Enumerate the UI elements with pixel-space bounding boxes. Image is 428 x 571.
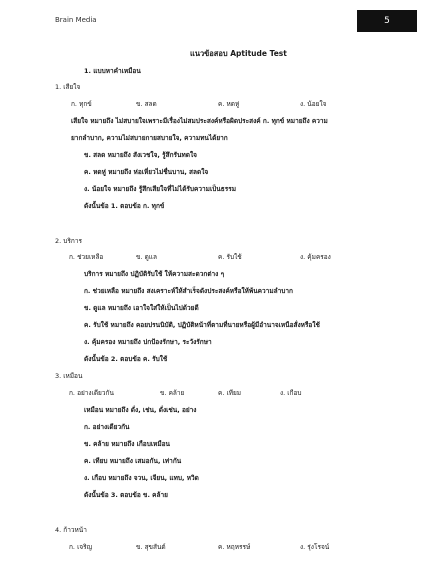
option-a: ก. ช่วยเหลือ <box>69 253 104 261</box>
answer-line: ดังนั้นข้อ 1. ตอบข้อ ก. ทุกข์ <box>84 202 165 210</box>
page-number: 5 <box>384 16 390 26</box>
explanation-line: ก. อย่างเดียวกัน <box>84 423 130 431</box>
option-d: ง. รุ่งโรจน์ <box>300 543 330 551</box>
explanation-line: เสียใจ หมายถึง ไม่สบายใจเพราะมีเรื่องไม่สมประสงค์หรือผิดประสงค์ ก. ทุกข์ หมายถึง ความ <box>71 117 328 125</box>
answer-line: ดังนั้นข้อ 2. ตอบข้อ ค. รับใช้ <box>84 355 168 363</box>
answer-line: ดังนั้นข้อ 3. ตอบข้อ ข. คล้าย <box>84 491 168 499</box>
explanation-line: ยากลำบาก, ความไม่สบายกายสบายใจ, ความทนได้ยาก <box>71 134 228 142</box>
option-c: ค. หฤหรรษ์ <box>218 543 251 551</box>
section-heading: 1. แบบหาคำเหมือน <box>84 67 141 75</box>
explanation-line: บริการ หมายถึง ปฏิบัติรับใช้ ให้ความสะดวกต่าง ๆ <box>84 270 225 278</box>
explanation-line: ค. รับใช้ หมายถึง คอยปรนนิบัติ, ปฏิบัติหน้าที่ตามที่นายหรือผู้มีอำนาจเหนือสั่งหรือใช้ <box>84 321 320 329</box>
explanation-line: ง. คุ้มครอง หมายถึง ปกป้องรักษา, ระวังรักษา <box>84 338 212 346</box>
explanation-line: ข. คล้าย หมายถึง เกือบเหมือน <box>84 440 170 448</box>
explanation-line: ค. เทียบ หมายถึง เสมอกัน, เท่ากัน <box>84 457 182 465</box>
question-label: 2. บริการ <box>55 237 82 245</box>
option-d: ง. เกือบ <box>280 389 302 397</box>
option-b: ข. ดูแล <box>136 253 157 261</box>
option-d: ง. น้อยใจ <box>300 100 327 108</box>
explanation-line: ค. หดหู่ หมายถึง ห่อเหี่ยวไม่ชื่นบาน, สลดใจ <box>84 168 209 176</box>
option-b: ข. สุขสันต์ <box>136 543 166 551</box>
option-a: ก. อย่างเดียวกัน <box>69 389 114 397</box>
explanation-line: ข. สลด หมายถึง สังเวชใจ, รู้สึกรันทดใจ <box>84 151 197 159</box>
option-b: ข. คล้าย <box>160 389 185 397</box>
explanation-line: ก. ช่วยเหลือ หมายถึง สงเคราะห์ให้สำเร็จดังประสงค์หรือให้พ้นความลำบาก <box>84 287 293 295</box>
option-a: ก. เจริญ <box>69 543 93 551</box>
explanation-line: ข. ดูแล หมายถึง เอาใจใส่ให้เป็นไปด้วยดี <box>84 304 199 312</box>
page-number-badge <box>357 10 417 32</box>
question-label: 1. เสียใจ <box>55 83 81 91</box>
explanation-line: ง. เกือบ หมายถึง จวน, เจียน, แทบ, หวิด <box>84 474 199 482</box>
option-c: ค. เทียม <box>218 389 242 397</box>
explanation-line: เหมือน หมายถึง ดั่ง, เช่น, ดั่งเช่น, อย่าง <box>84 406 197 414</box>
option-c: ค. หดหู่ <box>218 100 240 108</box>
question-label: 3. เหมือน <box>55 372 83 380</box>
page-title: แนวข้อสอบ Aptitude Test <box>190 49 287 58</box>
question-label: 4. ก้าวหน้า <box>55 526 87 534</box>
explanation-line: ง. น้อยใจ หมายถึง รู้สึกเสียใจที่ไม่ได้รับความเป็นธรรม <box>84 185 236 193</box>
option-a: ก. ทุกข์ <box>71 100 92 108</box>
option-c: ค. รับใช้ <box>218 253 242 261</box>
header-brand: Brain Media <box>55 16 97 24</box>
option-b: ข. สลด <box>136 100 157 108</box>
option-d: ง. คุ้มครอง <box>300 253 331 261</box>
